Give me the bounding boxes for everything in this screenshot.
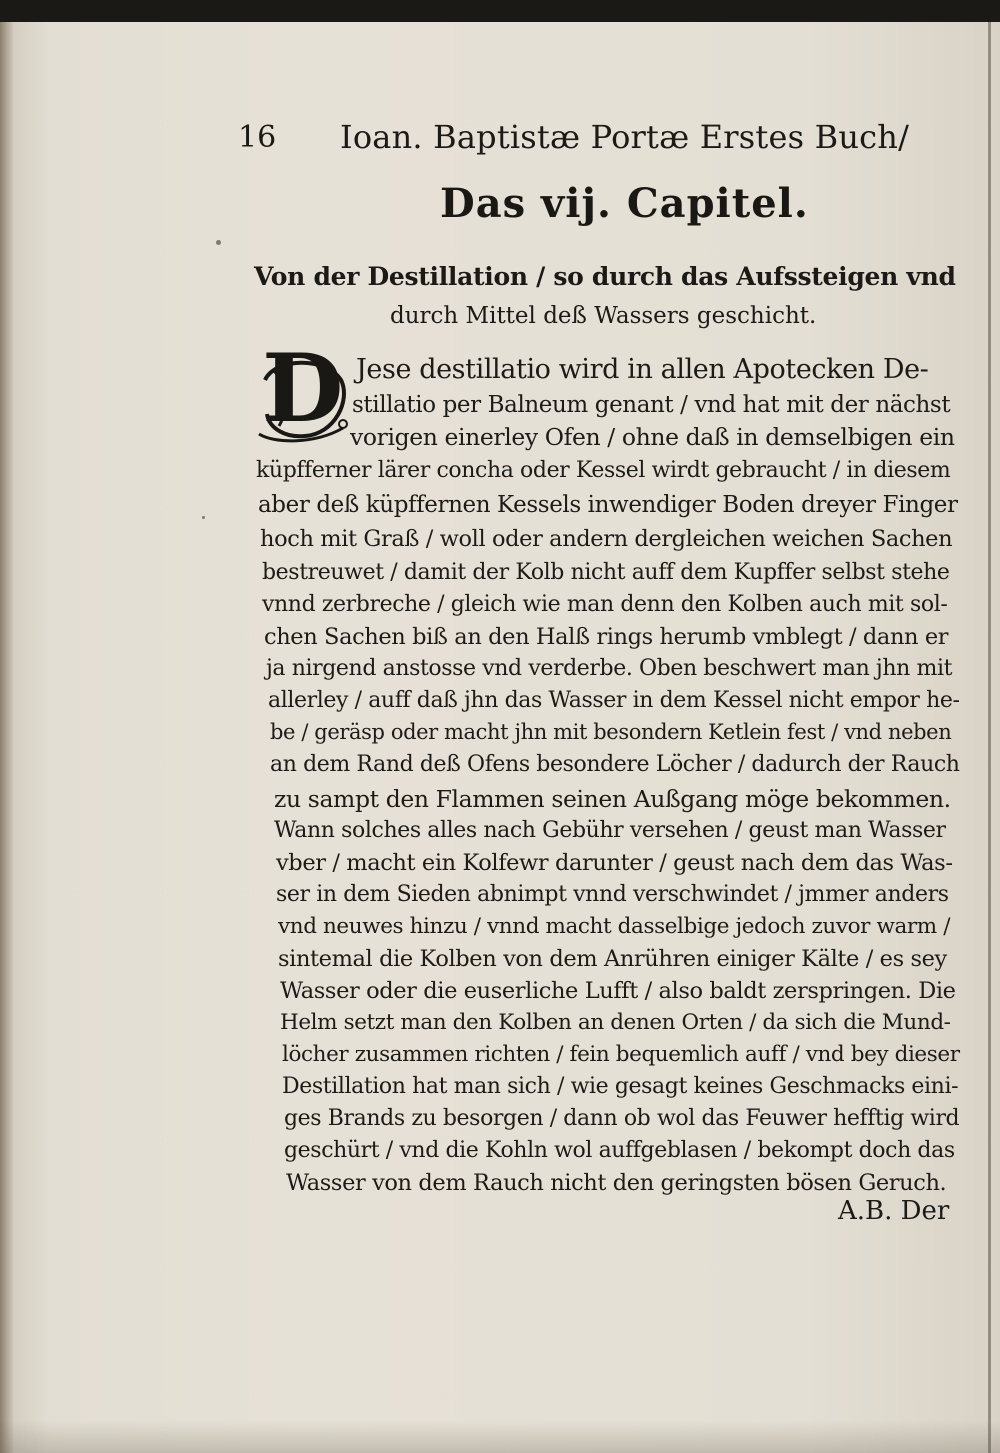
running-title: Ioan. Baptistæ Portæ Erstes Buch/ [340,118,910,156]
body-line: Jese destillatio wird in allen Apotecken De- [356,354,929,385]
body-line: zu sampt den Flammen seinen Außgang möge bekommen. [274,785,951,813]
body-line: Helm setzt man den Kolben an denen Orten / da sich die Mund- [280,1010,951,1035]
chapter-subtitle-line-1: Von der Destillation / so durch das Aufssteigen vnd [254,262,956,291]
body-line: allerley / auff daß jhn das Wasser in dem Kessel nicht empor he- [268,688,960,713]
body-line: vnnd zerbreche / gleich wie man denn den Kolben auch mit sol- [262,592,948,617]
body-line: vber / macht ein Kolfewr darunter / geust nach dem das Was- [276,850,953,876]
body-line: stillatio per Balneum genant / vnd hat mit der nächst [352,392,951,418]
body-line: Destillation hat man sich / wie gesagt keines Geschmacks eini- [282,1074,959,1099]
body-line: vorigen einerley Ofen / ohne daß in demselbigen ein [350,423,955,451]
body-line: hoch mit Graß / woll oder andern dergleichen weichen Sachen [260,526,953,552]
body-line: be / geräsp oder macht jhn mit besondern Ketlein fest / vnd neben [270,720,952,744]
body-line: sintemal die Kolben von dem Anrühren einiger Kälte / es sey [278,946,947,972]
body-line: Wann solches alles nach Gebühr versehen / geust man Wasser [274,818,946,843]
body-line: aber deß küpffernen Kessels inwendiger Boden dreyer Finger [258,492,958,518]
scan-right-edge [988,22,991,1453]
drop-initial-letter: D [262,334,344,444]
ink-speck [202,516,205,519]
page-bottom-shadow [0,1420,1000,1453]
body-line: geschürt / vnd die Kohln wol auffgeblasen / bekompt doch das [284,1138,955,1163]
body-line: ges Brands zu besorgen / dann ob wol das Feuwer hefftig wird [284,1106,960,1131]
body-line: löcher zusammen richten / fein bequemlich auff / vnd bey dieser [282,1042,960,1067]
running-head [238,118,910,168]
body-line: Wasser von dem Rauch nicht den geringsten bösen Geruch. [286,1170,947,1196]
chapter-subtitle-line-2: durch Mittel deß Wassers geschicht. [390,303,817,329]
body-line: chen Sachen biß an den Halß rings herumb vmblegt / dann er [264,624,949,650]
body-line: Wasser oder die euserliche Lufft / also baldt zerspringen. Die [280,978,956,1004]
page-binding-shadow [0,22,14,1453]
body-line: ser in dem Sieden abnimpt vnnd verschwindet / jmmer anders [276,882,949,907]
chapter-heading: Das vij. Capitel. [440,180,809,227]
page-number: 16 [238,120,277,155]
body-line: vnd neuwes hinzu / vnnd macht dasselbige jedoch zuvor warm / [278,914,951,939]
body-line: küpfferner lärer concha oder Kessel wirdt gebraucht / in diesem [256,458,951,483]
catchword: A.B. Der [838,1196,950,1226]
body-line: ja nirgend anstosse vnd verderbe. Oben beschwert man jhn mit [266,656,953,681]
body-line: bestreuwet / damit der Kolb nicht auff dem Kupffer selbst stehe [262,560,950,585]
scan-top-border [0,0,1000,22]
ink-speck [216,240,221,245]
body-line: an dem Rand deß Ofens besondere Löcher / dadurch der Rauch [270,752,960,777]
